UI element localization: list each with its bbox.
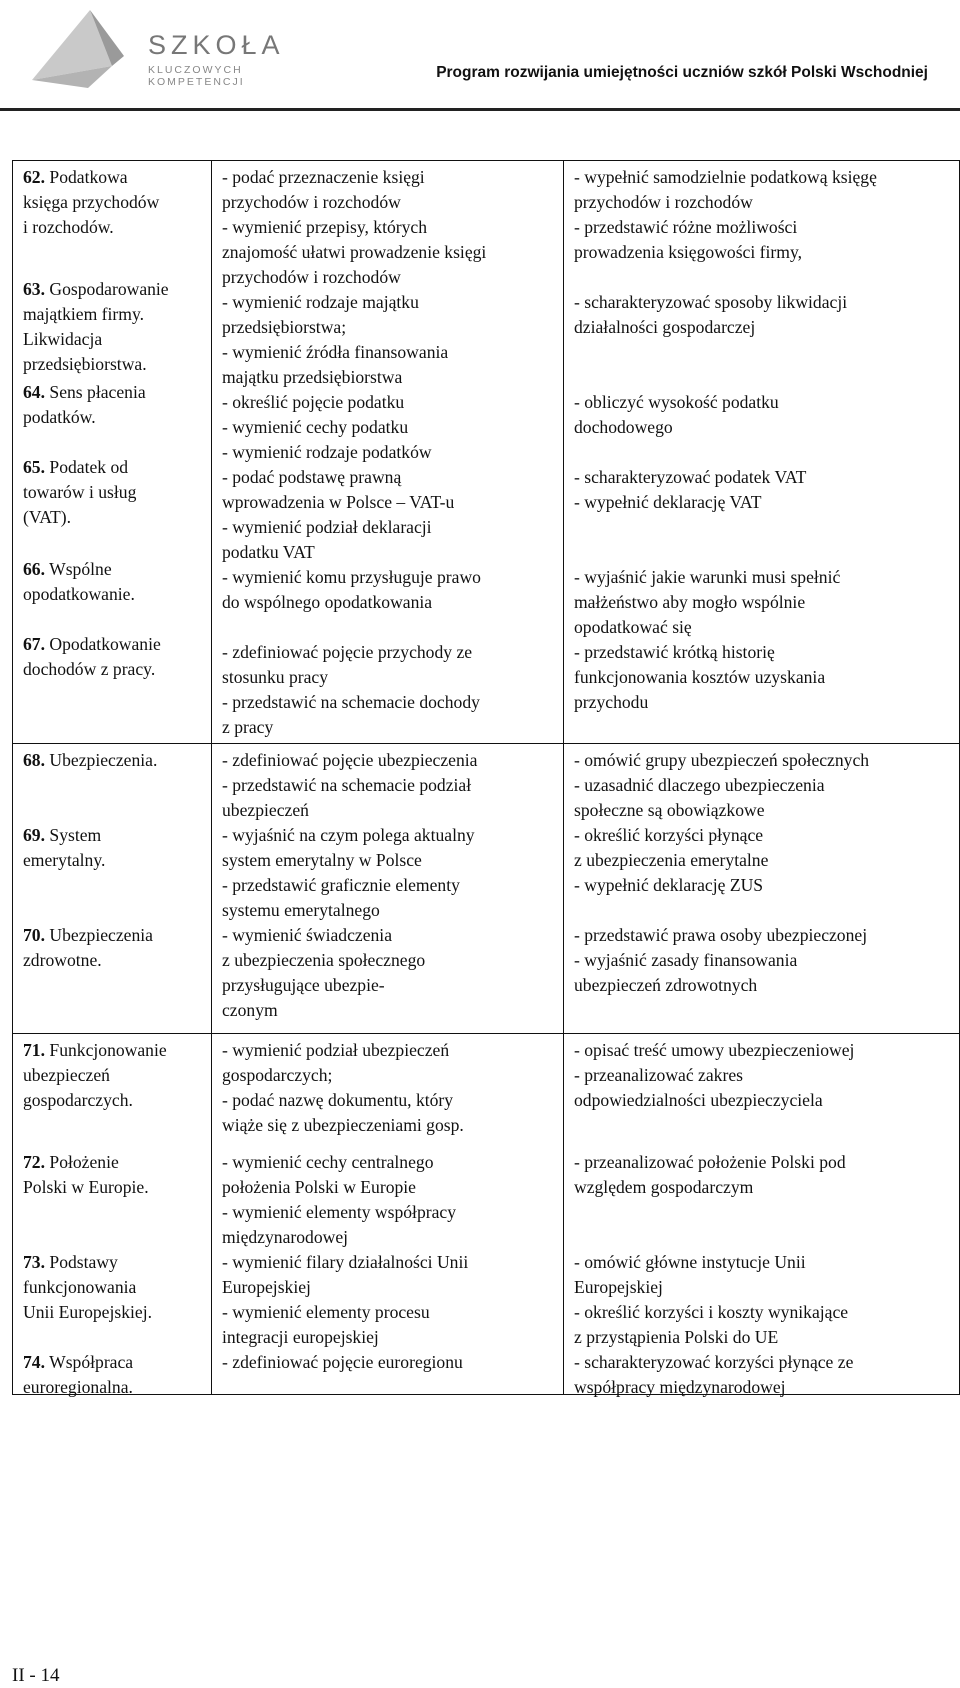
topic-item: 65. Podatek od towarów i usług (VAT). — [23, 457, 137, 527]
table-row — [12, 160, 960, 744]
list-item: - scharakteryzować korzyści płynące ze współpracy międzynarodowej — [574, 1352, 854, 1397]
list-item: - określić korzyści płynące z ubezpieczenia emerytalne - wypełnić deklarację ZUS — [574, 825, 769, 895]
list-item: - przedstawić prawa osoby ubezpieczonej - wyjaśnić zasady finansowania ubezpieczeń zdrowotnych — [574, 925, 868, 995]
topic-item: 67. Opodatkowanie dochodów z pracy. — [23, 634, 161, 679]
list-item: - podać podstawę prawną wprowadzenia w Polsce – VAT-u - wymienić podział deklaracji podatku VAT — [222, 467, 455, 562]
list-item: - scharakteryzować podatek VAT - wypełnić deklarację VAT — [574, 467, 807, 512]
program-title: Program rozwijania umiejętności uczniów szkół Polski Wschodniej — [436, 64, 928, 81]
list-item: - wymienić podział ubezpieczeń gospodarczych; - podać nazwę dokumentu, który wiąże się z ubezpieczeniami gosp. — [222, 1040, 464, 1135]
list-item: - obliczyć wysokość podatku dochodowego — [574, 392, 779, 437]
topic-item: 70. Ubezpieczenia zdrowotne. — [23, 925, 153, 970]
topic-item: 63. Gospodarowanie majątkiem firmy. Likwidacja przedsiębiorstwa. — [23, 279, 169, 374]
list-item: - zdefiniować pojęcie ubezpieczenia - przedstawić na schemacie podział ubezpieczeń — [222, 750, 478, 820]
list-item: - zdefiniować pojęcie przychody ze stosunku pracy - przedstawić na schemacie dochody z pracy — [222, 642, 480, 737]
topic-item: 62. Podatkowa księga przychodów i rozchodów. — [23, 167, 160, 237]
topic-item: 66. Wspólne opodatkowanie. — [23, 559, 135, 604]
list-item: - przedstawić krótką historię funkcjonowania kosztów uzyskania przychodu — [574, 642, 826, 712]
logo-subtitle: KLUCZOWYCH KOMPETENCJI — [148, 64, 245, 88]
page-number: II - 14 — [12, 1665, 60, 1686]
logo-name: SZKOŁA — [148, 30, 285, 60]
list-item: - wypełnić samodzielnie podatkową księgę przychodów i rozchodów - przedstawić różne możliwości prowadzenia księgowości firmy, — [574, 167, 877, 262]
list-item: - podać przeznaczenie księgi przychodów i rozchodów - wymienić przepisy, których znajomość ułatwi prowadzenie księgi przychodów i rozchodów — [222, 167, 487, 287]
list-item: - przeanalizować położenie Polski pod względem gospodarczym — [574, 1152, 846, 1197]
basic-requirements-cell — [211, 743, 564, 1034]
list-item: - wymienić cechy centralnego położenia Polski w Europie - wymienić elementy współpracy międzynarodowej — [222, 1152, 457, 1247]
list-item: - omówić grupy ubezpieczeń społecznych - uzasadnić dlaczego ubezpieczenia społeczne są obowiązkowe — [574, 750, 870, 820]
header-divider — [0, 108, 960, 111]
topics-cell — [12, 160, 212, 744]
extended-requirements-cell — [563, 743, 960, 1034]
topic-item: 68. Ubezpieczenia. — [23, 750, 158, 770]
list-item: - scharakteryzować sposoby likwidacji działalności gospodarczej — [574, 292, 848, 337]
basic-requirements-cell — [211, 1033, 564, 1395]
logo-graphic-icon — [28, 8, 138, 92]
list-item: - wymienić świadczenia z ubezpieczenia społecznego przysługujące ubezpie- czonym — [222, 925, 426, 1020]
topics-cell — [12, 743, 212, 1034]
list-item: - wyjaśnić na czym polega aktualny system emerytalny w Polsce - przedstawić graficznie elementy systemu emerytalnego — [222, 825, 475, 920]
basic-requirements-cell — [211, 160, 564, 744]
list-item: - określić pojęcie podatku - wymienić cechy podatku - wymienić rodzaje podatków — [222, 392, 432, 462]
topic-item: 64. Sens płacenia podatków. — [23, 382, 146, 427]
topic-item: 71. Funkcjonowanie ubezpieczeń gospodarczych. — [23, 1040, 167, 1110]
topics-cell — [12, 1033, 212, 1395]
list-item: - opisać treść umowy ubezpieczeniowej - przeanalizować zakres odpowiedzialności ubezpieczyciela — [574, 1040, 855, 1110]
topic-item: 74. Współpraca euroregionalna. — [23, 1352, 134, 1397]
topic-item: 73. Podstawy funkcjonowania Unii Europejskiej. — [23, 1252, 152, 1322]
list-item: - zdefiniować pojęcie euroregionu — [222, 1352, 463, 1372]
szkola-logo — [28, 8, 318, 92]
table-row — [12, 743, 960, 1034]
list-item: - wyjaśnić jakie warunki musi spełnić małżeństwo aby mogło wspólnie opodatkować się — [574, 567, 841, 637]
list-item: - wymienić rodzaje majątku przedsiębiorstwa; - wymienić źródła finansowania majątku przedsiębiorstwa — [222, 292, 449, 387]
extended-requirements-cell — [563, 160, 960, 744]
extended-requirements-cell — [563, 1033, 960, 1395]
list-item: - omówić główne instytucje Unii Europejskiej - określić korzyści i koszty wynikające z przystąpienia Polski do UE — [574, 1252, 849, 1347]
table-row — [12, 1033, 960, 1395]
list-item: - wymienić filary działalności Unii Europejskiej - wymienić elementy procesu integracji europejskiej — [222, 1252, 469, 1347]
topic-item: 72. Położenie Polski w Europie. — [23, 1152, 149, 1197]
topic-item: 69. System emerytalny. — [23, 825, 106, 870]
page-header — [0, 0, 960, 110]
list-item: - wymienić komu przysługuje prawo do wspólnego opodatkowania — [222, 567, 481, 612]
